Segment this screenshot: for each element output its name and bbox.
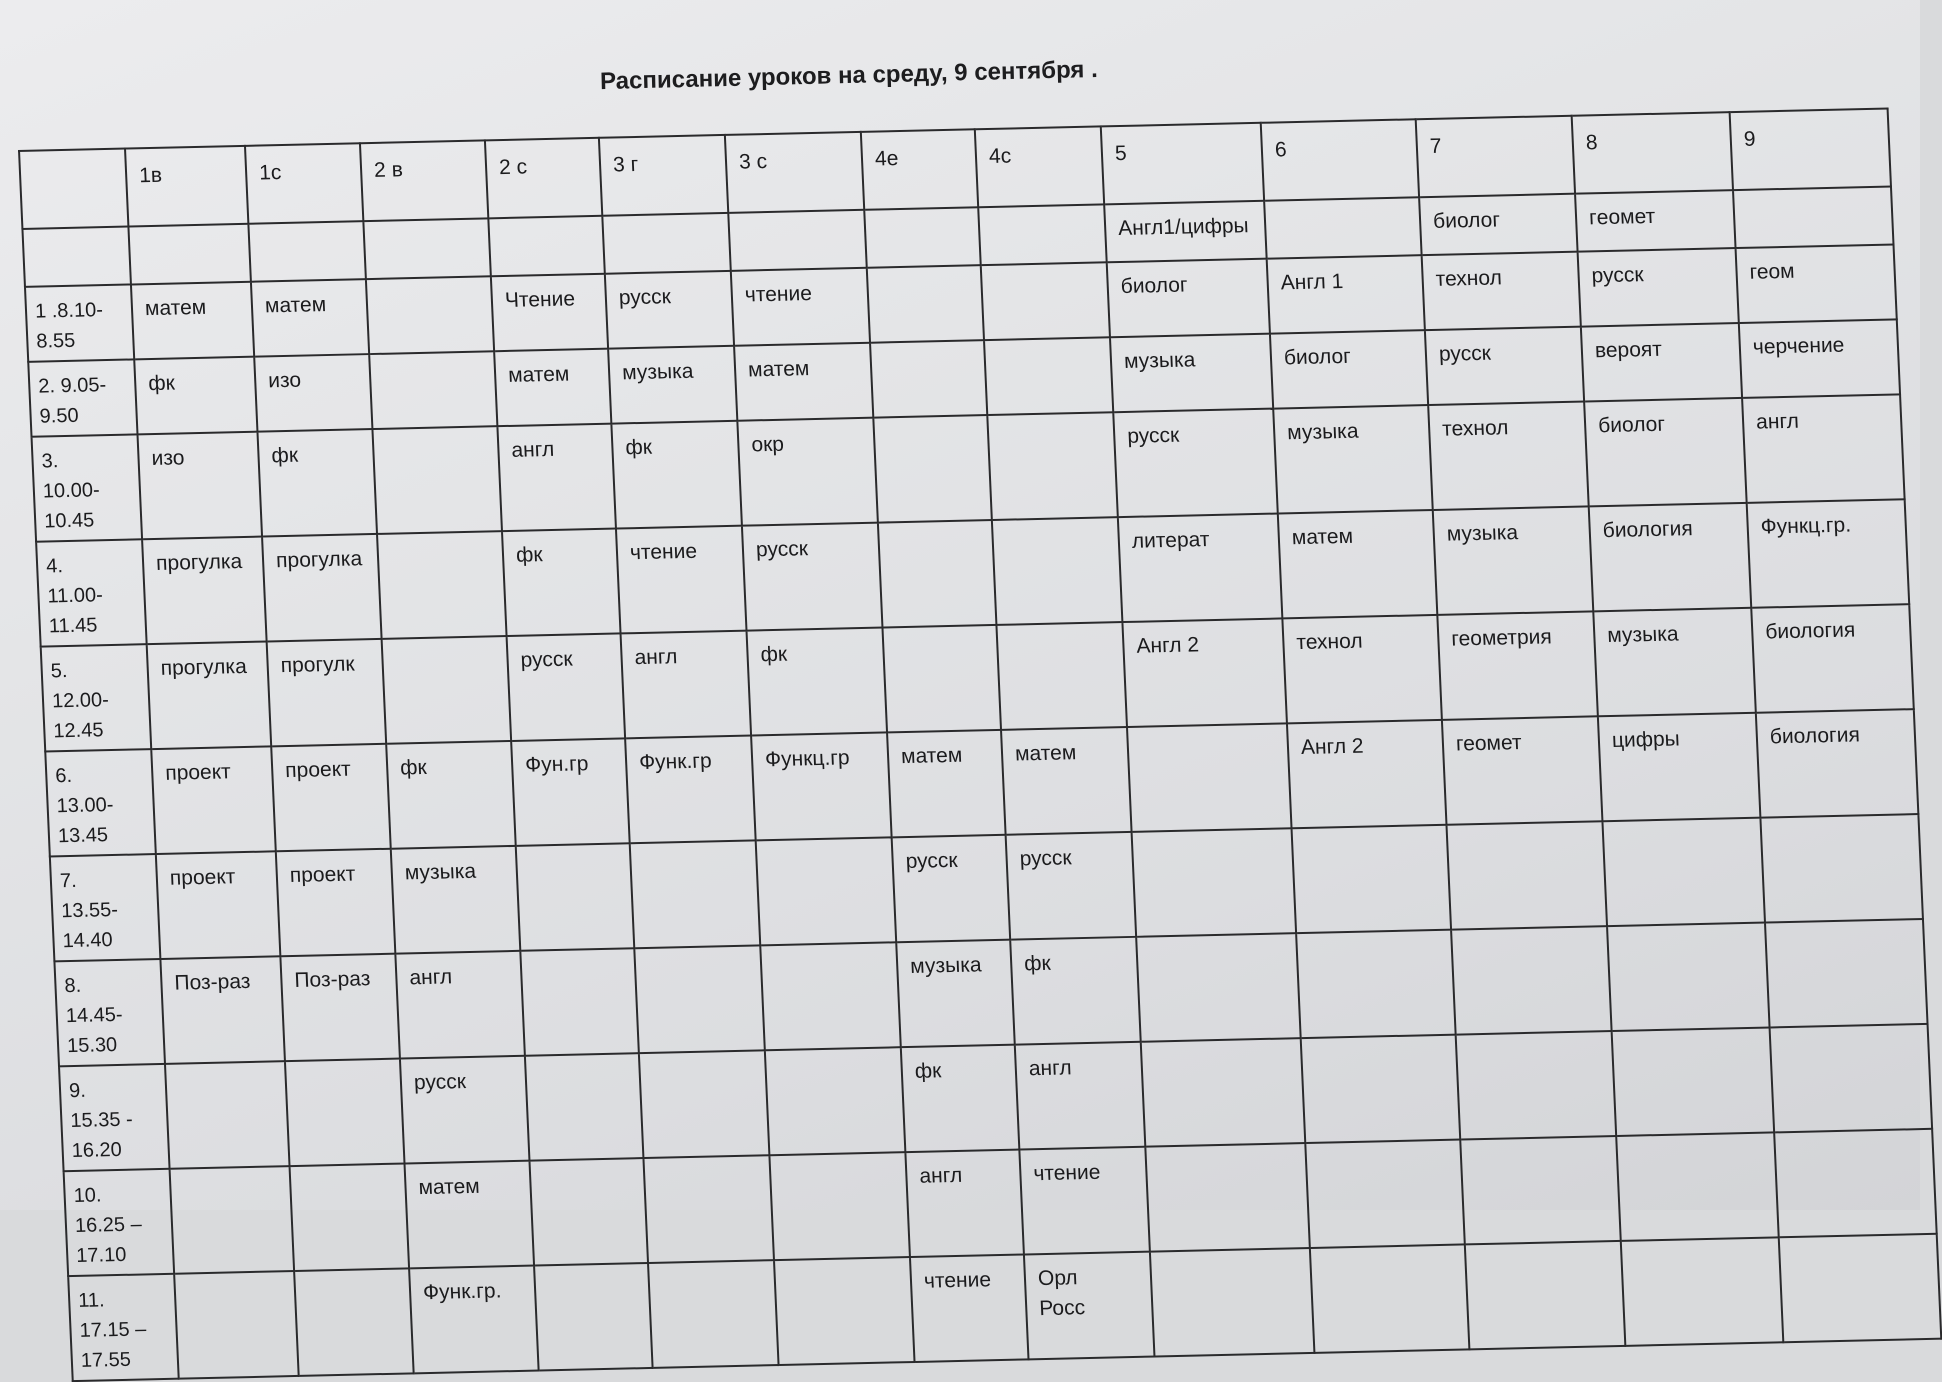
lesson-time-cell: 7. 13.55- 14.40 <box>50 854 161 961</box>
lesson-cell <box>1305 1140 1465 1248</box>
lesson-cell <box>128 224 250 285</box>
lesson-cell: технол <box>1282 615 1442 723</box>
lesson-cell: биолог <box>1419 194 1577 255</box>
lesson-cell <box>534 1263 653 1371</box>
lesson-cell: фк <box>502 529 621 637</box>
lesson-cell: матем <box>405 1161 535 1269</box>
lesson-cell: фк <box>611 421 742 529</box>
lesson-cell <box>1145 1143 1310 1252</box>
lesson-cell <box>1760 814 1923 923</box>
lesson-cell: цифры <box>1598 713 1761 822</box>
lesson-cell: матем <box>251 279 369 357</box>
lesson-cell <box>1296 930 1456 1038</box>
lesson-cell: черчение <box>1739 319 1900 398</box>
lesson-cell <box>769 1152 910 1260</box>
lesson-cell: Поз-раз <box>280 954 400 1062</box>
lesson-cell: вероят <box>1581 323 1742 402</box>
lesson-cell: геометрия <box>1437 611 1598 719</box>
lesson-cell: Фун.гр <box>511 738 630 846</box>
lesson-cell: Функц.гр. <box>1747 499 1910 608</box>
lesson-cell <box>756 837 897 945</box>
class-column-header: 7 <box>1416 116 1575 197</box>
lesson-cell: Англ1/цифры <box>1104 201 1266 263</box>
lesson-cell: Англ 2 <box>1122 618 1287 727</box>
lesson-cell: матем <box>1278 510 1438 618</box>
lesson-cell <box>1616 1132 1779 1241</box>
lesson-cell: проект <box>276 849 396 957</box>
schedule-sheet <box>18 108 1942 1382</box>
lesson-cell <box>1136 933 1301 1042</box>
lesson-cell <box>165 1061 290 1169</box>
lesson-cell: русск <box>1578 248 1739 327</box>
lesson-cell <box>978 204 1106 265</box>
lesson-cell <box>1132 828 1297 937</box>
lesson-cell: геом <box>1736 244 1897 323</box>
lesson-cell <box>602 213 730 274</box>
lesson-cell: русск <box>1425 327 1584 405</box>
lesson-time-cell: 10. 16.25 – 17.10 <box>64 1169 175 1276</box>
lesson-cell: фк <box>901 1045 1020 1153</box>
lesson-cell: фк <box>257 429 377 537</box>
lesson-cell <box>765 1047 906 1155</box>
lesson-cell: биолог <box>1270 330 1428 408</box>
lesson-cell: прогулк <box>267 639 387 747</box>
lesson-cell <box>382 636 512 744</box>
header-corner-cell <box>19 149 128 229</box>
lesson-cell <box>1451 926 1612 1034</box>
lesson-cell <box>760 942 901 1050</box>
lesson-cell <box>1621 1237 1784 1346</box>
lesson-cell <box>1465 1241 1626 1349</box>
class-column-header: 5 <box>1101 123 1264 205</box>
lesson-cell <box>1150 1248 1315 1357</box>
class-column-header: 9 <box>1730 109 1891 191</box>
lesson-cell <box>366 276 494 354</box>
class-column-header: 2 с <box>485 138 602 219</box>
lesson-time-cell: 6. 13.00- 13.45 <box>45 749 156 856</box>
lesson-cell: геомет <box>1442 716 1603 824</box>
lesson-cell: фк <box>134 357 257 435</box>
lesson-cell <box>870 340 987 418</box>
lesson-cell <box>981 262 1110 340</box>
lesson-cell <box>1779 1234 1942 1343</box>
lesson-cell: биология <box>1589 503 1752 612</box>
lesson-cell <box>1602 818 1765 927</box>
lesson-cell: фк <box>386 741 516 849</box>
lesson-time-cell: 1 .8.10- 8.55 <box>25 284 134 361</box>
lesson-cell: англ <box>395 951 525 1059</box>
class-column-header: 8 <box>1572 112 1733 194</box>
lesson-cell <box>1292 825 1452 933</box>
lesson-cell: матем <box>887 730 1006 838</box>
lesson-cell: проект <box>156 851 281 959</box>
lesson-cell <box>1141 1038 1306 1147</box>
lesson-cell: литерат <box>1118 514 1283 623</box>
lesson-cell: технол <box>1428 402 1589 510</box>
lesson-cell <box>1770 1024 1933 1133</box>
class-column-header: 6 <box>1261 119 1419 200</box>
lesson-time-cell: 8. 14.45- 15.30 <box>54 959 165 1066</box>
lesson-cell: матем <box>734 343 873 421</box>
lesson-cell <box>634 945 765 1053</box>
lesson-cell <box>290 1163 410 1271</box>
lesson-cell <box>867 265 984 343</box>
lesson-cell <box>987 412 1118 520</box>
lesson-cell <box>630 840 761 948</box>
lesson-cell: русск <box>1113 409 1278 518</box>
lesson-cell: проект <box>151 746 276 854</box>
lesson-cell: Англ 1 <box>1267 255 1425 333</box>
lesson-cell: Орл Росс <box>1024 1252 1155 1360</box>
lesson-cell <box>1264 197 1421 258</box>
lesson-cell: прогулка <box>147 641 272 749</box>
lesson-cell <box>1127 723 1292 832</box>
class-column-header: 3 с <box>725 132 864 213</box>
lesson-cell: фк <box>1010 937 1141 1045</box>
schedule-body <box>22 187 1941 1382</box>
lesson-time-cell: 4. 11.00- 11.45 <box>36 539 147 646</box>
lesson-cell <box>372 426 502 534</box>
lesson-cell: прогулка <box>142 537 267 645</box>
lesson-cell: фк <box>747 628 888 736</box>
lesson-cell <box>488 216 605 277</box>
lesson-cell <box>294 1268 414 1376</box>
lesson-cell <box>996 622 1127 730</box>
lesson-cell: музыка <box>391 846 521 954</box>
lesson-cell: русск <box>507 633 626 741</box>
lesson-time-cell: 9. 15.35 - 16.20 <box>59 1064 170 1171</box>
lesson-cell: матем <box>1001 727 1132 835</box>
lesson-time-cell: 3. 10.00- 10.45 <box>32 434 143 541</box>
lesson-cell: англ <box>621 631 752 739</box>
lesson-cell: изо <box>137 432 262 540</box>
lesson-cell: англ <box>1742 394 1905 503</box>
document-title: Расписание уроков на среду, 9 сентября . <box>599 55 1099 96</box>
lesson-cell <box>248 221 366 282</box>
lesson-cell <box>1301 1035 1461 1143</box>
lesson-cell: биология <box>1756 709 1919 818</box>
lesson-cell: музыка <box>1273 405 1433 513</box>
lesson-cell <box>1456 1031 1617 1139</box>
lesson-cell: англ <box>1015 1042 1146 1150</box>
lesson-cell <box>1446 821 1607 929</box>
lesson-cell: музыка <box>896 940 1015 1048</box>
lesson-cell <box>377 531 507 639</box>
class-column-header: 4с <box>975 126 1104 207</box>
lesson-cell <box>1774 1129 1937 1238</box>
lesson-cell <box>984 337 1113 415</box>
lesson-cell <box>878 520 997 628</box>
lesson-cell: проект <box>271 744 391 852</box>
lesson-cell: чтение <box>1019 1147 1150 1255</box>
lesson-cell: матем <box>131 282 254 360</box>
class-column-header: 4е <box>861 129 978 210</box>
lesson-cell <box>174 1271 299 1379</box>
lesson-cell <box>882 625 1001 733</box>
lesson-cell <box>1607 923 1770 1032</box>
lesson-time-cell: 2. 9.05- 9.50 <box>28 359 137 436</box>
lesson-cell: Функ.гр. <box>409 1266 539 1374</box>
lesson-cell <box>1310 1244 1470 1352</box>
lesson-cell <box>648 1260 779 1368</box>
lesson-cell <box>992 517 1123 625</box>
lesson-cell <box>774 1257 915 1365</box>
lesson-time-cell: 11. 17.15 – 17.55 <box>68 1274 179 1381</box>
lesson-cell: музыка <box>608 346 737 424</box>
lesson-cell <box>369 351 497 429</box>
lesson-cell: чтение <box>616 526 747 634</box>
lesson-time-cell: 5. 12.00- 12.45 <box>41 644 152 751</box>
lesson-cell: англ <box>905 1150 1024 1258</box>
lesson-cell: Функц.гр <box>751 732 892 840</box>
lesson-cell: русск <box>605 271 734 349</box>
class-column-header: 1с <box>245 143 363 224</box>
class-column-header: 1в <box>125 146 248 227</box>
lesson-cell: Чтение <box>491 274 608 352</box>
lesson-cell: русск <box>892 835 1011 943</box>
lesson-cell: гeомет <box>1575 190 1735 252</box>
lesson-cell: технол <box>1422 252 1581 330</box>
lesson-cell: биолог <box>1107 259 1270 338</box>
lesson-cell <box>285 1059 405 1167</box>
lesson-cell <box>520 948 639 1056</box>
lesson-cell <box>639 1050 770 1158</box>
lesson-cell: Функ.гр <box>625 736 756 844</box>
lesson-cell <box>516 843 635 951</box>
lesson-time-cell <box>22 227 131 287</box>
lesson-cell <box>864 207 981 268</box>
lesson-cell: музыка <box>1110 334 1273 413</box>
lesson-cell <box>363 218 490 279</box>
lesson-cell <box>1460 1136 1621 1244</box>
lesson-cell: чтение <box>731 268 870 346</box>
lesson-cell <box>873 415 992 523</box>
lesson-cell: Англ 2 <box>1287 720 1447 828</box>
schedule-table <box>18 108 1942 1382</box>
lesson-cell: окр <box>737 418 878 526</box>
lesson-cell <box>525 1053 644 1161</box>
lesson-cell: русск <box>742 523 883 631</box>
lesson-cell: изо <box>254 354 372 432</box>
lesson-cell <box>1733 187 1893 249</box>
lesson-cell <box>643 1155 774 1263</box>
lesson-cell <box>728 210 866 271</box>
lesson-cell: Поз-раз <box>160 956 285 1064</box>
lesson-cell: русск <box>1006 832 1137 940</box>
lesson-cell <box>529 1158 648 1266</box>
class-column-header: 3 г <box>599 135 728 216</box>
lesson-cell: музыка <box>1433 506 1594 614</box>
lesson-cell <box>170 1166 295 1274</box>
lesson-cell: биолог <box>1584 398 1747 507</box>
lesson-cell: чтение <box>910 1254 1029 1362</box>
lesson-cell: прогулка <box>262 534 382 642</box>
lesson-cell <box>1765 919 1928 1028</box>
lesson-cell: музыка <box>1593 608 1756 717</box>
class-column-header: 2 в <box>360 140 488 221</box>
lesson-cell: англ <box>497 424 616 532</box>
lesson-cell: матем <box>494 349 611 427</box>
lesson-cell: русск <box>400 1056 530 1164</box>
lesson-cell: биология <box>1751 604 1914 713</box>
lesson-cell <box>1612 1027 1775 1136</box>
